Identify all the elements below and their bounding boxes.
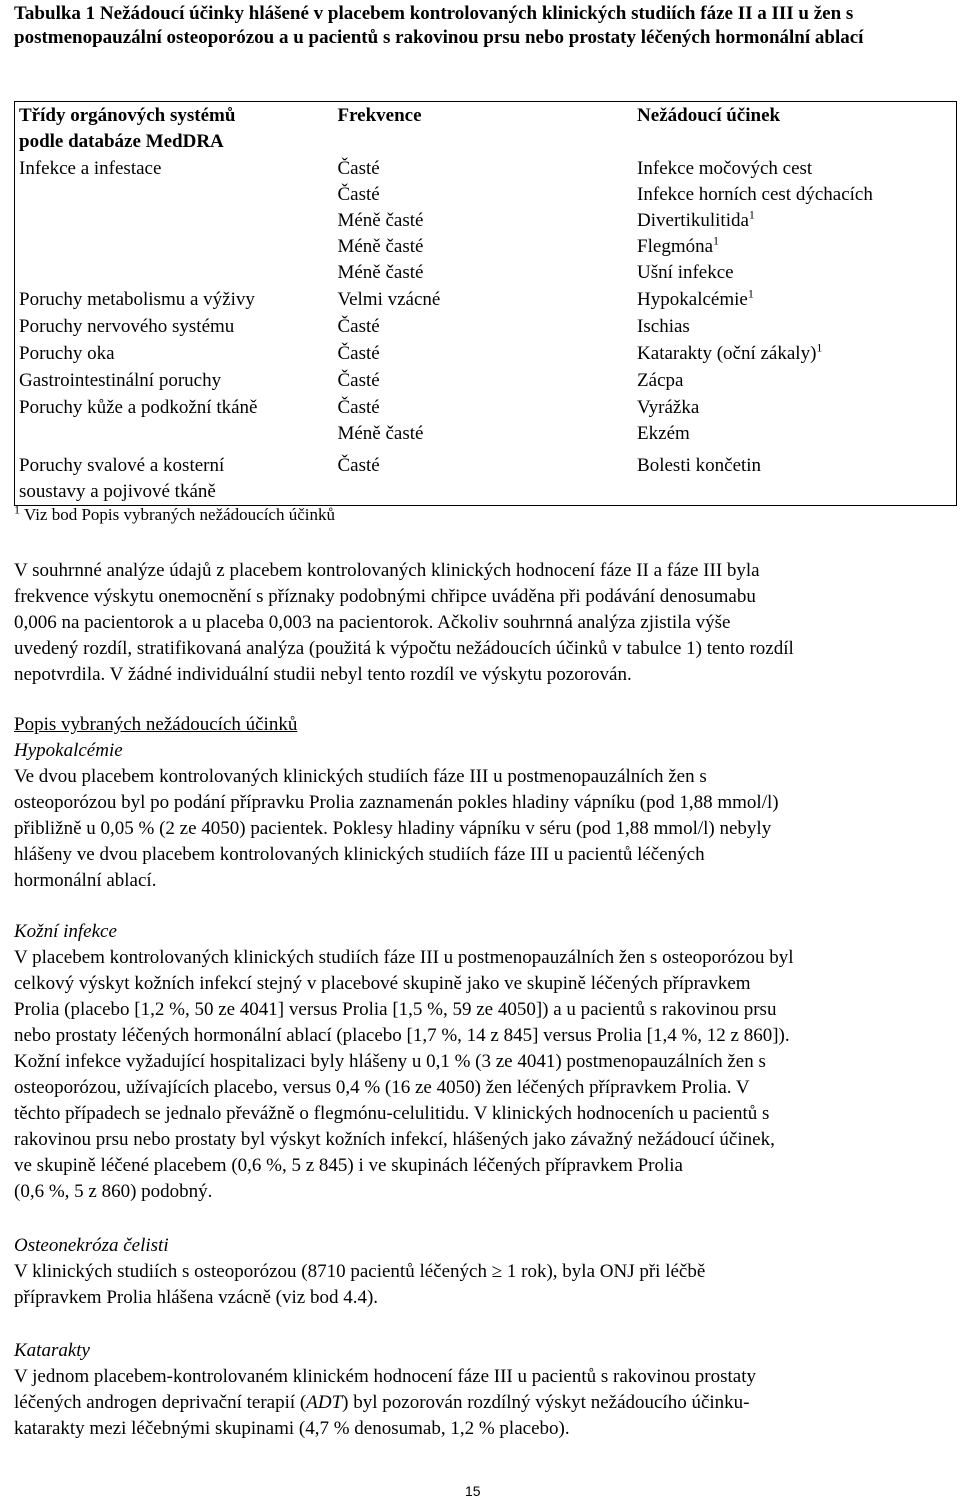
table-row: Poruchy svalové a kosterní soustavy a pojivové tkáně Časté Bolesti končetin [15, 447, 957, 506]
cataract-section: Katarakty V jednom placebem-kontrolovaném klinickém hodnocení fáze III u pacientů s rakovinou prostaty léčených androgen deprivační terapií (ADT) byl pozorován rozdílný výskyt nežádoucího účinku- katarakty mezi léčebnými skupinami (4,7 % denosumab, 1,2 % placebo). [14, 1338, 949, 1442]
table-row: Infekce a infestace Časté Časté Méně časté Méně časté Méně časté Infekce močových cest Infekce horních cest dýchacích Divertikulitida$^1$ Flegmóna$^1$ Ušní infekce [19, 158, 873, 283]
header-effect: Nežádoucí účinek [633, 102, 956, 156]
cataract-heading: Katarakty [14, 1340, 90, 1361]
table-row: Poruchy oka Časté Katarakty (oční zákaly)$^1$ [19, 340, 823, 364]
adverse-effects-table [14, 101, 957, 506]
section-title: Popis vybraných nežádoucích účinků [14, 714, 298, 735]
table-row: Poruchy kůže a podkožní tkáně Časté Méně časté Vyrážka Ekzém [19, 397, 700, 444]
header-soc: Třídy orgánových systémů podle databáze MedDRA [15, 102, 334, 156]
skin-infection-section: Kožní infekce V placebem kontrolovaných klinických studiích fáze III u postmenopauzálních žen s osteoporózou byl celkový výskyt kožních infekcí stejný v placebové skupině jako ve skupině léčených přípravkem Prolia (placebo [1,2 %, 50 ze 4041] versus Prolia [1,5 %, 59 ze 4050]) a u pacientů s rakovinou prsu nebo prostaty léčených hormonální ablací (placebo [1,7 %, 14 z 845] versus Prolia [1,4 %, 12 z 860]). Kožní infekce vyžadující hospitalizaci byly hlášeny u 0,1 % (3 ze 4041) postmenopauzálních žen s osteoporózou, užívajících placebo, versus 0,4 % (16 ze 4050) žen léčených přípravkem Prolia. V těchto případech se jednalo převážně o flegmónu-celulitidu. V klinických hodnoceních u pacientů s rakovinou prsu nebo prostaty byl výskyt kožních infekcí, hlášených jako závažný nežádoucí účinek, ve skupině léčené placebem (0,6 %, 5 z 845) i ve skupinách léčených přípravkem Prolia (0,6 %, 5 z 860) podobný. [14, 919, 949, 1205]
hypocalcemia-heading: Hypokalcémie [14, 740, 123, 761]
table-header-row [15, 102, 957, 156]
onj-heading: Osteonekróza čelisti [14, 1235, 169, 1256]
onj-section: Osteonekróza čelisti V klinických studiích s osteoporózou (8710 pacientů léčených ≥ 1 rok), byla ONJ při léčbě přípravkem Prolia hlášena vzácně (viz bod 4.4). [14, 1233, 949, 1311]
table-footnote: $^1$ Viz bod Popis vybraných nežádoucích účinků [14, 502, 335, 524]
hypocalcemia-section: Hypokalcémie Ve dvou placebem kontrolovaných klinických studiích fáze III u postmenopauzálních žen s osteoporózou byl po podání přípravku Prolia zaznamenán pokles hladiny vápníku (pod 1,88 mmol/l) přibližně u 0,05 % (2 ze 4050) pacientek. Poklesy hladiny vápníku v séru (pod 1,88 mmol/l) nebyly hlášeny ve dvou placebem kontrolovaných klinických studiích fáze III u pacientů léčených hormonální ablací. [14, 738, 949, 894]
table-row: Gastrointestinální poruchy Časté Zácpa [19, 370, 684, 391]
skin-infection-heading: Kožní infekce [14, 921, 117, 942]
header-frequency: Frekvence [333, 102, 633, 156]
page-number: 15 [465, 1483, 481, 1499]
table-row: Poruchy metabolismu a výživy Velmi vzácné Hypokalcémie$^1$ [19, 286, 754, 310]
table-caption: Tabulka 1 Nežádoucí účinky hlášené v placebem kontrolovaných klinických studiích fáze II a III u žen s postmenopauzální osteoporózou a u pacientů s rakovinou prsu nebo prostaty léčených hormonální ablací [14, 3, 864, 48]
summary-paragraph: V souhrnné analýze údajů z placebem kontrolovaných klinických hodnocení fáze II a fáze III byla frekvence výskytu onemocnění s příznaky podobnými chřipce uváděna při podávání denosumabu 0,006 na pacientorok a u placeba 0,003 na pacientorok. Ačkoliv souhrnná analýza zjistila výše uvedený rozdíl, stratifikovaná analýza (použitá k výpočtu nežádoucích účinků v tabulce 1) tento rozdíl nepotvrdila. V žádné individuální studii nebyl tento rozdíl ve výskytu pozorován. [14, 560, 794, 685]
table-row: Poruchy nervového systému Časté Ischias [19, 316, 690, 337]
